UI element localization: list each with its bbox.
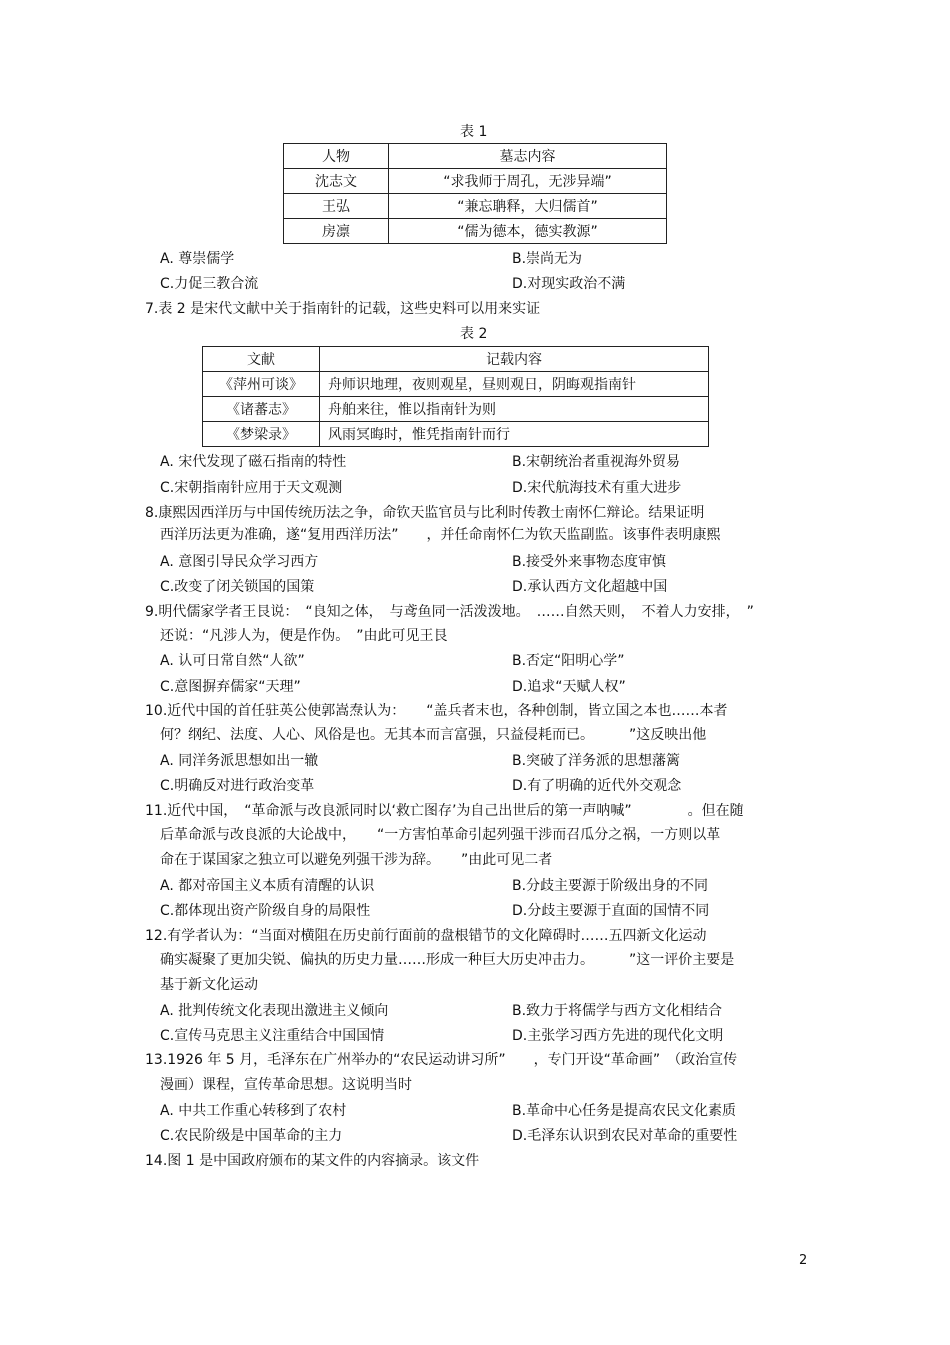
q7-stem: 7.表 2 是宋代文献中关于指南针的记载，这些史料可以用来实证: [145, 301, 541, 317]
table-cell: “儒为德本，德实教源”: [389, 219, 667, 244]
q6-option-d: D.对现实政治不满: [512, 276, 626, 292]
table-row: [203, 347, 709, 372]
q10-stem-line2: 何？纲纪、法度、人心、风俗是也。无其本而言富强，只益侵耗而已。 ”这反映出他: [160, 727, 707, 743]
q13-option-a: A. 中共工作重心转移到了农村: [160, 1103, 347, 1119]
q12-option-c: C.宣传马克思主义注重结合中国国情: [160, 1028, 385, 1044]
q10-option-b: B.突破了洋务派的思想藩篱: [512, 753, 681, 769]
table-row: [203, 397, 709, 422]
q6-option-a: A. 尊崇儒学: [160, 251, 235, 267]
q8-stem-line1: 8.康熙因西洋历与中国传统历法之争，命钦天监官员与比利时传教士南怀仁辩论。结果证明: [145, 505, 705, 521]
q10-option-c: C.明确反对进行政治变革: [160, 778, 315, 794]
q10-option-d: D.有了明确的近代外交观念: [512, 778, 682, 794]
q11-option-a: A. 都对帝国主义本质有清醒的认识: [160, 878, 375, 894]
q9-option-c: C.意图摒弃儒家“天理”: [160, 679, 301, 695]
q13-stem-line2: 漫画）课程，宣传革命思想。这说明当时: [160, 1077, 412, 1093]
q7-option-d: D.宋代航海技术有重大进步: [512, 480, 682, 496]
table-header: 记载内容: [320, 347, 709, 372]
q6-option-b: B.崇尚无为: [512, 251, 583, 267]
q12-stem-line3: 基于新文化运动: [160, 977, 258, 993]
q11-option-b: B.分歧主要源于阶级出身的不同: [512, 878, 709, 894]
table-row: [203, 372, 709, 397]
q12-stem-line2: 确实凝聚了更加尖锐、偏执的历史力量……形成一种巨大历史冲击力。 ”这一评价主要是: [160, 952, 735, 968]
q12-option-a: A. 批判传统文化表现出激进主义倾向: [160, 1003, 389, 1019]
table-row: [203, 422, 709, 447]
table-cell: 沈志文: [284, 169, 389, 194]
table-cell: “求我师于周孔，无涉异端”: [389, 169, 667, 194]
table-header: 文献: [203, 347, 320, 372]
q12-option-d: D.主张学习西方先进的现代化文明: [512, 1028, 724, 1044]
table-cell: 《梦梁录》: [203, 422, 320, 447]
table-cell: 舟师识地理，夜则观星，昼则观日，阴晦观指南针: [320, 372, 709, 397]
q11-stem-line3: 命在于谋国家之独立可以避免列强干涉为辞。 ”由此可见二者: [160, 852, 553, 868]
q7-option-a: A. 宋代发现了磁石指南的特性: [160, 454, 347, 470]
q10-option-a: A. 同洋务派思想如出一辙: [160, 753, 319, 769]
page-number: 2: [799, 1253, 808, 1268]
q7-option-c: C.宋朝指南针应用于天文观测: [160, 480, 343, 496]
q13-stem-line1: 13.1926 年 5 月，毛泽东在广州举办的“农民运动讲习所” ，专门开设“革命画” （政治宣传: [145, 1052, 738, 1068]
q8-option-c: C.改变了闭关锁国的国策: [160, 579, 315, 595]
q7-option-b: B.宋朝统治者重视海外贸易: [512, 454, 681, 470]
q8-option-d: D.承认西方文化超越中国: [512, 579, 668, 595]
table2-caption: 表 2: [460, 326, 488, 342]
q11-option-d: D.分歧主要源于直面的国情不同: [512, 903, 710, 919]
q14-stem: 14.图 1 是中国政府颁布的某文件的内容摘录。该文件: [145, 1153, 480, 1169]
table2: [202, 346, 709, 447]
q9-option-a: A. 认可日常自然“人欲”: [160, 653, 305, 669]
table-cell: “兼忘聃释，大归儒首”: [389, 194, 667, 219]
q8-stem-line2: 西洋历法更为准确，遂“复用西洋历法” ，并任命南怀仁为钦天监副监。该事件表明康熙: [160, 527, 721, 543]
table-row: [284, 144, 667, 169]
q11-stem-line1: 11.近代中国， “革命派与改良派同时以‘救亡图存’为自己出世后的第一声呐喊” 。但在随: [145, 803, 744, 819]
q9-option-b: B.否定“阳明心学”: [512, 653, 625, 669]
q11-option-c: C.都体现出资产阶级自身的局限性: [160, 903, 371, 919]
q8-option-a: A. 意图引导民众学习西方: [160, 554, 319, 570]
q9-stem-line1: 9.明代儒家学者王艮说： “良知之体， 与鸢鱼同一活泼泼地。 ……自然天则， 不着人力安排， ”: [145, 604, 754, 620]
table-row: [284, 219, 667, 244]
table-cell: 王弘: [284, 194, 389, 219]
q12-stem-line1: 12.有学者认为：“当面对横阻在历史前行面前的盘根错节的文化障碍时……五四新文化运动: [145, 928, 707, 944]
table1: [283, 143, 667, 244]
q11-stem-line2: 后革命派与改良派的大论战中， “一方害怕革命引起列强干涉而召瓜分之祸，一方则以革: [160, 827, 721, 843]
q8-option-b: B.接受外来事物态度审慎: [512, 554, 667, 570]
table-cell: 舟舶来往，惟以指南针为则: [320, 397, 709, 422]
q13-option-b: B.革命中心任务是提高农民文化素质: [512, 1103, 737, 1119]
table-cell: 《萍州可谈》: [203, 372, 320, 397]
q9-option-d: D.追求“天赋人权”: [512, 679, 626, 695]
q9-stem-line2: 还说：“凡涉人为，便是作伪。 ”由此可见王艮: [160, 628, 448, 644]
table-cell: 风雨冥晦时，惟凭指南针而行: [320, 422, 709, 447]
table-row: [284, 194, 667, 219]
q13-option-d: D.毛泽东认识到农民对革命的重要性: [512, 1128, 738, 1144]
table-cell: 《诸蕃志》: [203, 397, 320, 422]
q13-option-c: C.农民阶级是中国革命的主力: [160, 1128, 343, 1144]
table-cell: 房凛: [284, 219, 389, 244]
q12-option-b: B.致力于将儒学与西方文化相结合: [512, 1003, 723, 1019]
table-header: 墓志内容: [389, 144, 667, 169]
table-header: 人物: [284, 144, 389, 169]
table-row: [284, 169, 667, 194]
table1-caption: 表 1: [460, 124, 488, 140]
q10-stem-line1: 10.近代中国的首任驻英公使郭嵩焘认为： “盖兵者末也，各种创制，皆立国之本也……本者: [145, 703, 728, 719]
q6-option-c: C.力促三教合流: [160, 276, 259, 292]
